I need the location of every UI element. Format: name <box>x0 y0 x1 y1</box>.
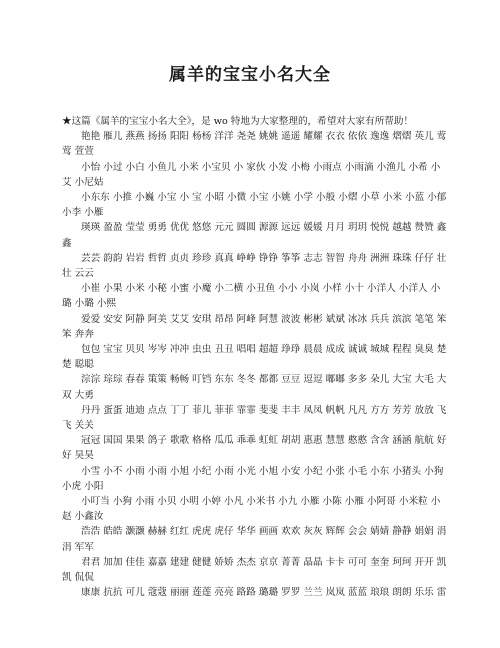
name-list-paragraph: 君君 加加 佳佳 嘉嘉 建建 健健 娇娇 杰杰 京京 菁菁 晶晶 卡卡 可可 奎奎 珂珂 开开 凯凯 侃侃 <box>62 556 447 584</box>
document-title: 属羊的宝宝小名大全 <box>169 65 331 85</box>
name-list-paragraph: 小崔 小果 小米 小秘 小蜜 小魔 小二横 小丑鱼 小小 小岚 小样 小十 小洋人 小洋人 小璐 小璐 小熙 <box>62 283 441 310</box>
name-list-paragraph: 艳艳 雁儿 燕燕 扬扬 阳阳 杨杨 洋洋 尧尧 姚姚 遥遥 耀耀 衣衣 依依 逸逸 熠熠 英儿 莺莺 萱萱 <box>62 131 447 158</box>
intro-paragraph: ★这篇《属羊的宝宝小名大全》，是 wo 特地为大家整理的，希望对大家有所帮助！ <box>62 116 414 127</box>
name-list-paragraph: 瑛瑛 盈盈 莹莹 勇勇 优优 悠悠 元元 圆圆 源源 远远 媛媛 月月 玥玥 悦悦 越越 赞赞 鑫鑫 <box>62 222 447 249</box>
name-list-paragraph: 爱爱 安安 阿静 阿美 艾艾 安琪 昂昂 阿峰 阿慧 波波 彬彬 斌斌 冰冰 兵兵 滨滨 笔笔 笨笨 奔奔 <box>62 313 447 340</box>
name-list-paragraph: 丹丹 蛋蛋 迪迪 点点 丁丁 菲儿 菲菲 霏霏 斐斐 丰丰 凤凤 帆帆 凡凡 方方 芳芳 放放 飞飞 关关 <box>62 404 447 432</box>
name-list-paragraph: 小东东 小推 小巍 小宝 小 宝 小昭 小微 小宝 小姚 小学 小般 小熠 小草 小米 小蓝 小郁 小李 小雁 <box>62 192 447 219</box>
name-list-paragraph: 包包 宝宝 贝贝 岑岑 冲冲 虫虫 丑丑 唱唱 超超 琤琤 晨晨 成成 诚诚 城城 程程 臭臭 楚楚 聪聪 <box>62 344 447 371</box>
name-list-paragraph: 淙淙 琮琮 春春 策策 畅畅 叮铛 东东 冬冬 都都 豆豆 逗逗 嘟嘟 多多 朵儿 大宝 大毛 大双 大勇 <box>62 374 447 401</box>
name-list-paragraph: 浩浩 皓皓 灏灏 赫赫 红红 虎虎 虎仔 华华 画画 欢欢 灰灰 辉辉 会会 婧婧 静静 娟娟 涓涓 军军 <box>62 526 447 553</box>
name-list-paragraph: 小叮当 小狗 小雨 小贝 小明 小婷 小凡 小米书 小九 小雁 小陈 小雁 小阿哥 小米粒 小赵 小鑫汝 <box>62 496 441 523</box>
name-list-paragraph: 芸芸 韵韵 岩岩 哲哲 贞贞 珍珍 真真 峥峥 铮铮 筝筝 志志 智智 舟舟 洲洲 珠珠 仔仔 壮壮 云云 <box>62 252 447 280</box>
name-list-paragraph: 冠冠 国国 果果 鸽子 歌歌 格格 瓜瓜 乖乖 虹虹 胡胡 惠惠 慧慧 憨憨 含含 涵涵 航航 好好 昊昊 <box>62 435 447 462</box>
name-list-paragraph: 康康 抗抗 可儿 蔻蔻 丽丽 莲莲 亮亮 路路 璐璐 罗罗 兰兰 岚岚 蓝蓝 琅琅 朗朗 乐乐 雷 <box>81 587 447 599</box>
name-list-paragraph: 小怡 小过 小白 小鱼儿 小米 小宝贝 小 家伙 小发 小梅 小雨点 小雨滴 小渔儿 小希 小艾 小尼姑 <box>62 161 441 188</box>
name-list-paragraph: 小雪 小不 小雨 小雨 小旭 小纪 小雨 小光 小旭 小安 小纪 小张 小毛 小东 小猪头 小狗 小虎 小阳 <box>62 465 444 492</box>
document-body <box>62 114 447 601</box>
